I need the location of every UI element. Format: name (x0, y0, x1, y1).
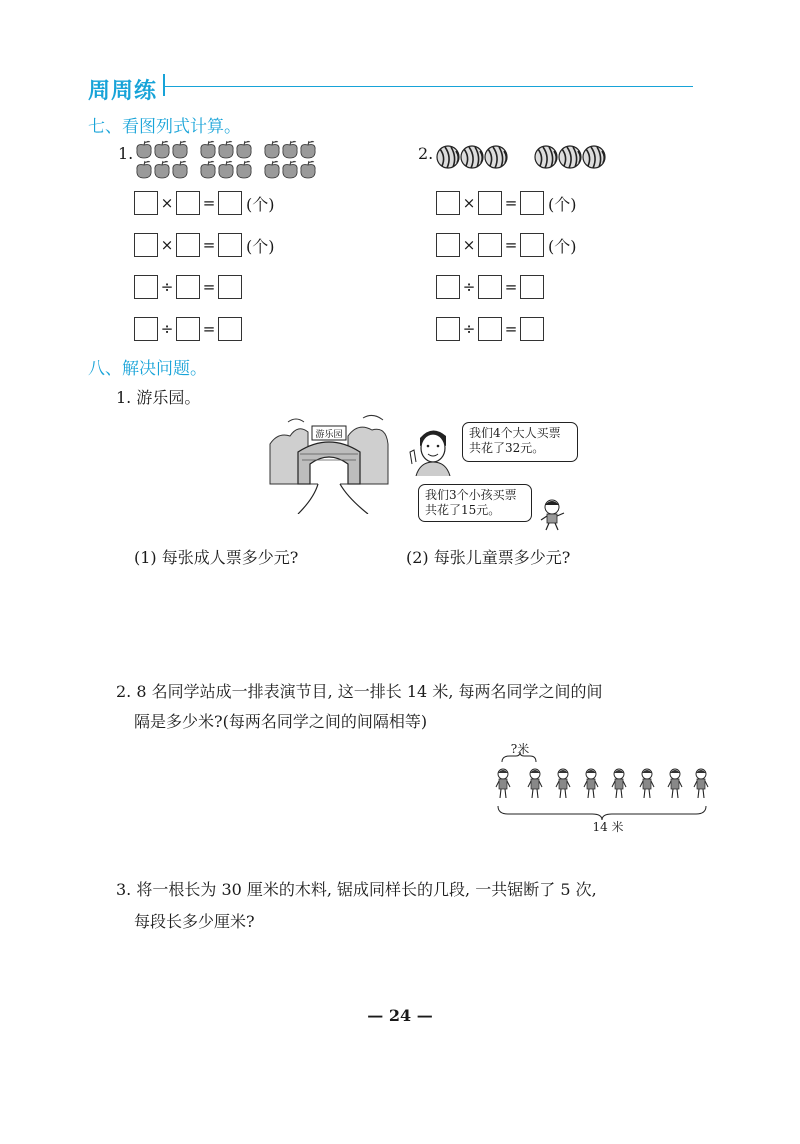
watermelons-illustration (434, 142, 618, 176)
question-7-2-number: 2. (418, 144, 434, 163)
answer-box[interactable] (520, 317, 544, 341)
q2-eq-row-1 (436, 190, 577, 216)
equals-sign: = (504, 194, 518, 212)
answer-box[interactable] (176, 317, 200, 341)
times-sign: × (462, 236, 476, 254)
q2-eq-row-4 (436, 316, 577, 342)
answer-box[interactable] (176, 275, 200, 299)
answer-box[interactable] (218, 191, 242, 215)
answer-box[interactable] (436, 233, 460, 257)
q1-eq-row-4 (134, 316, 275, 342)
equals-sign: = (202, 194, 216, 212)
section-header-title: 周周练 (88, 79, 158, 104)
answer-box[interactable] (478, 191, 502, 215)
question-8-2-line2: 隔是多少米?(每两名同学之间的间隔相等) (134, 712, 428, 731)
answer-box[interactable] (436, 275, 460, 299)
divide-sign: ÷ (462, 320, 476, 338)
question-8-2-line1: 2. 8 名同学站成一排表演节目, 这一排长 14 米, 每两名同学之间的间 (116, 682, 603, 701)
answer-box[interactable] (218, 233, 242, 257)
answer-box[interactable] (134, 317, 158, 341)
q2-equations (436, 190, 577, 342)
times-sign: × (160, 236, 174, 254)
answer-box[interactable] (176, 233, 200, 257)
answer-box[interactable] (520, 233, 544, 257)
answer-box[interactable] (218, 275, 242, 299)
equals-sign: = (504, 320, 518, 338)
unit-label: (个) (548, 194, 577, 214)
q1-eq-row-1 (134, 190, 275, 216)
unit-label: (个) (548, 236, 577, 256)
answer-box[interactable] (134, 275, 158, 299)
divide-sign: ÷ (160, 320, 174, 338)
unit-label: (个) (246, 236, 275, 256)
equals-sign: = (202, 278, 216, 296)
answer-box[interactable] (134, 233, 158, 257)
section-7-title: 七、看图列式计算。 (88, 117, 241, 137)
gap-label: ?米 (510, 742, 530, 756)
answer-box[interactable] (436, 317, 460, 341)
question-8-1-sub2: (2) 每张儿童票多少元? (406, 548, 571, 567)
equals-sign: = (504, 278, 518, 296)
gate-sign-text: 游乐园 (315, 430, 343, 440)
answer-box[interactable] (436, 191, 460, 215)
header-rule (163, 86, 693, 87)
answer-box[interactable] (176, 191, 200, 215)
q2-eq-row-3 (436, 274, 577, 300)
answer-box[interactable] (134, 191, 158, 215)
times-sign: × (462, 194, 476, 212)
child-speech-bubble: 我们3个小孩买票共花了15元。 (418, 484, 532, 522)
times-sign: × (160, 194, 174, 212)
adult-speech-bubble: 我们4个大人买票共花了32元。 (462, 422, 578, 462)
question-8-3-line1: 3. 将一根长为 30 厘米的木料, 锯成同样长的几段, 一共锯断了 5 次, (116, 880, 597, 899)
students-line-illustration (492, 740, 714, 836)
q2-eq-row-2 (436, 232, 577, 258)
answer-box[interactable] (478, 233, 502, 257)
child-character-icon (538, 498, 568, 532)
q1-eq-row-2 (134, 232, 275, 258)
unit-label: (个) (246, 194, 275, 214)
question-7-1-number: 1. (118, 144, 134, 163)
equals-sign: = (504, 236, 518, 254)
amusement-park-gate-illustration (268, 414, 390, 514)
answer-box[interactable] (218, 317, 242, 341)
adult-character-icon (406, 424, 460, 476)
page-number: — 24 — (367, 1006, 433, 1025)
section-8-title: 八、解决问题。 (88, 359, 207, 379)
equals-sign: = (202, 236, 216, 254)
divide-sign: ÷ (160, 278, 174, 296)
apples-illustration (134, 138, 324, 182)
total-length-label: 14 米 (592, 820, 624, 834)
question-8-3-line2: 每段长多少厘米? (134, 912, 255, 931)
q1-eq-row-3 (134, 274, 275, 300)
question-8-1-sub1: (1) 每张成人票多少元? (134, 548, 299, 567)
answer-box[interactable] (478, 317, 502, 341)
question-8-1-title: 1. 游乐园。 (116, 388, 201, 407)
header-divider-bar (163, 74, 165, 96)
answer-box[interactable] (478, 275, 502, 299)
divide-sign: ÷ (462, 278, 476, 296)
q1-equations (134, 190, 275, 342)
equals-sign: = (202, 320, 216, 338)
answer-box[interactable] (520, 191, 544, 215)
answer-box[interactable] (520, 275, 544, 299)
